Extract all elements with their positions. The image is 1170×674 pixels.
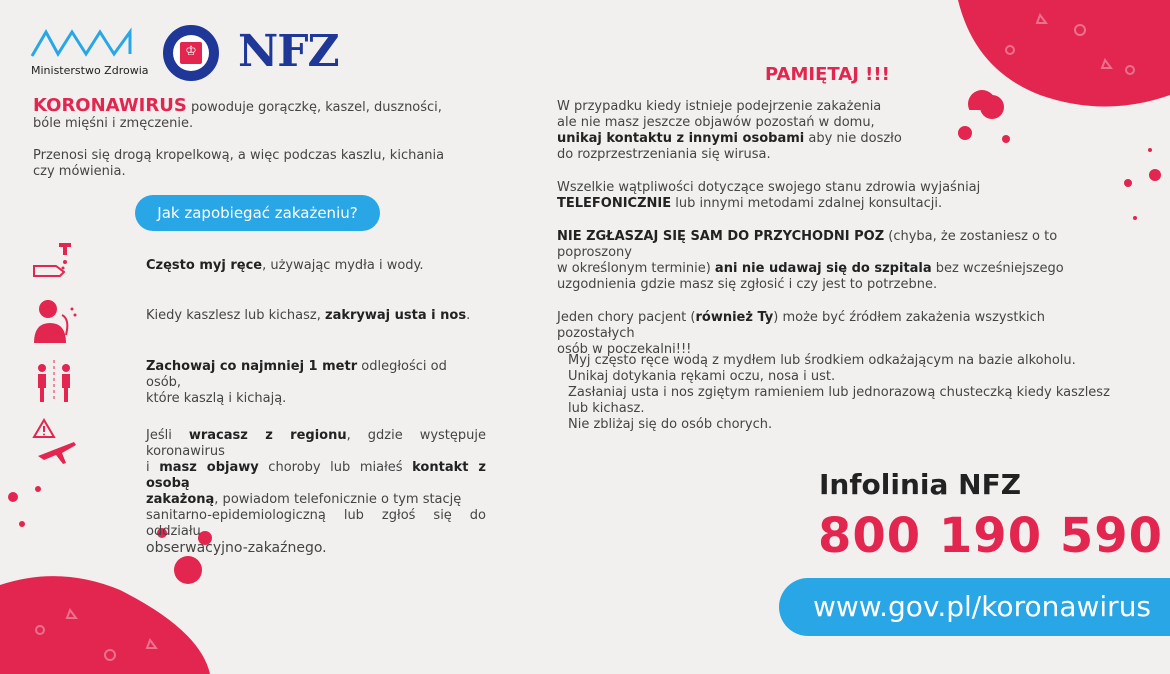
intro-text: KORONAWIRUS powoduje gorączkę, kaszel, duszności, bóle mięśni i zmęczenie. Przenosi się drogą kropelkową, a więc podczas kaszlu, kichania czy mówienia. [33,95,445,179]
prevention-button[interactable]: Jak zapobiegać zakażeniu? [135,195,380,231]
tip-handwash: Często myj ręce, używając mydła i wody. [146,258,424,273]
tip-distance: Zachowaj co najmniej 1 metr odległości od osób, które kaszlą i kichają. [146,359,447,406]
remember-title: PAMIĘTAJ !!! [765,64,890,85]
website-link[interactable]: www.gov.pl/koronawirus [779,578,1170,636]
koronawirus-keyword: KORONAWIRUS [33,95,187,116]
list-item: Myj często ręce wodą z mydłem lub środkiem odkażającym na bazie alkoholu. [568,353,1076,368]
cough-icon [32,297,78,343]
advice-list [568,353,1128,433]
remember-text: W przypadku kiedy istnieje podejrzenie zakażenia ale nie masz jeszcze objawów pozostań w domu, unikaj kontaktu z innymi osobami aby nie doszło do rozprzestrzeniania się wirusa. Wszelkie wątpliwości dotyczące swojego stanu zdrowia wyjaśniaj TELEFONICZNIE lub innymi metodami zdalnej konsultacji. NIE ZGŁASZAJ SIĘ SAM DO PRZYCHODNI POZ (chyba, że zostaniesz o to poproszony w określonym terminie) ani nie udawaj się do szpitala bez wcześniejszego uzgodnienia gdzie masz się zgłosić i czy jest to potrzebne. Jeden chory pacjent (również Ty) może być źródłem zakażenia wszystkich pozostałych osób w poczekalni!!! [557,99,1064,357]
top-right-decoration [930,0,1170,110]
ministry-name: Ministerstwo Zdrowia [31,64,149,77]
tip-travel: Jeśli wracasz z regionu, gdzie występuje koronawirus i masz objawy choroby lub miałeś kontakt z osobą zakażoną, powiadom telefonicznie o tym stację sanitarno-epidemiologiczną lub zgłoś się do oddziału obserwacyjno-zakaźnego. [146,428,487,556]
travel-warning-icon [32,418,78,464]
ministry-logo-icon [30,26,138,62]
list-item: Zasłaniaj usta i nos zgiętym ramieniem lub jednorazową chusteczką kiedy kaszlesz [568,385,1110,400]
list-item: lub kichasz. [568,401,645,416]
nfz-logo: NFZ [238,26,339,77]
list-item: Unikaj dotykania rękami oczu, nosa i ust. [568,369,836,384]
tip-cough: Kiedy kaszlesz lub kichasz, zakrywaj usta i nos. [146,308,471,323]
distance-icon [32,358,78,404]
hotline-number[interactable]: 800 190 590 [818,508,1164,564]
eagle-icon: ♔ [185,44,197,59]
sanepid-seal [163,25,219,81]
handwash-icon [32,240,78,286]
hotline-label: Infolinia NFZ [819,468,1022,501]
list-item: Nie zbliżaj się do osób chorych. [568,417,773,432]
